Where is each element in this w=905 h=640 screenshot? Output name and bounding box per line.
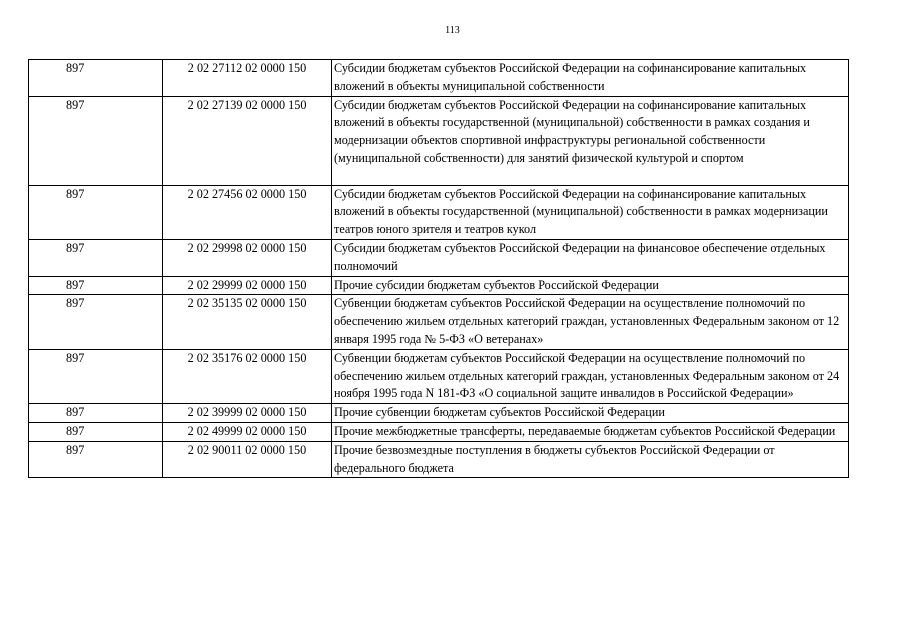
admin-code-cell: 897 [29, 239, 163, 276]
table-row [29, 185, 849, 239]
table-row [29, 276, 849, 295]
table-row [29, 404, 849, 423]
revenue-code-cell: 2 02 27456 02 0000 150 [163, 185, 332, 239]
table-row [29, 441, 849, 478]
admin-code-cell: 897 [29, 349, 163, 403]
revenue-name-cell: Субсидии бюджетам субъектов Российской Федерации на софинансирование капитальных вложений в объекты муниципальной собственности [332, 60, 849, 97]
revenue-name-cell: Субсидии бюджетам субъектов Российской Федерации на софинансирование капитальных вложений в объекты государственной (муниципальной) собственности в рамках создания и модернизации объектов спортивной инфраструктуры региональной собственности (муниципальной собственности) для занятий физической культурой и спортом [332, 96, 849, 185]
admin-code-cell: 897 [29, 441, 163, 478]
revenue-name-cell: Субсидии бюджетам субъектов Российской Федерации на софинансирование капитальных вложений в объекты государственной (муниципальной) собственности в рамках модернизации театров юного зрителя и театров кукол [332, 185, 849, 239]
table-row [29, 96, 849, 185]
revenue-name-cell: Прочие межбюджетные трансферты, передаваемые бюджетам субъектов Российской Федерации [332, 422, 849, 441]
admin-code-cell: 897 [29, 295, 163, 349]
table-row [29, 60, 849, 97]
admin-code-cell: 897 [29, 404, 163, 423]
revenue-code-cell: 2 02 35176 02 0000 150 [163, 349, 332, 403]
budget-revenue-table [28, 59, 849, 478]
revenue-name-cell: Субсидии бюджетам субъектов Российской Федерации на финансовое обеспечение отдельных полномочий [332, 239, 849, 276]
admin-code-cell: 897 [29, 96, 163, 185]
table-row [29, 422, 849, 441]
admin-code-cell: 897 [29, 276, 163, 295]
revenue-code-cell: 2 02 35135 02 0000 150 [163, 295, 332, 349]
revenue-name-cell: Субвенции бюджетам субъектов Российской Федерации на осуществление полномочий по обеспечению жильем отдельных категорий граждан, установленных Федеральным законом от 24 ноября 1995 года N 181-ФЗ «О социальной защите инвалидов в Российской Федерации» [332, 349, 849, 403]
revenue-code-cell: 2 02 90011 02 0000 150 [163, 441, 332, 478]
page-number: 113 [445, 25, 460, 36]
revenue-name-cell: Прочие безвозмездные поступления в бюджеты субъектов Российской Федерации от федерального бюджета [332, 441, 849, 478]
table-row [29, 239, 849, 276]
revenue-code-cell: 2 02 29998 02 0000 150 [163, 239, 332, 276]
revenue-code-cell: 2 02 27139 02 0000 150 [163, 96, 332, 185]
admin-code-cell: 897 [29, 422, 163, 441]
admin-code-cell: 897 [29, 185, 163, 239]
revenue-code-cell: 2 02 29999 02 0000 150 [163, 276, 332, 295]
table-row [29, 295, 849, 349]
revenue-name-cell: Прочие субсидии бюджетам субъектов Российской Федерации [332, 276, 849, 295]
revenue-name-cell: Субвенции бюджетам субъектов Российской Федерации на осуществление полномочий по обеспечению жильем отдельных категорий граждан, установленных Федеральным законом от 12 января 1995 года № 5-ФЗ «О ветеранах» [332, 295, 849, 349]
revenue-code-cell: 2 02 27112 02 0000 150 [163, 60, 332, 97]
table-row [29, 349, 849, 403]
revenue-name-cell: Прочие субвенции бюджетам субъектов Российской Федерации [332, 404, 849, 423]
revenue-code-cell: 2 02 49999 02 0000 150 [163, 422, 332, 441]
revenue-code-cell: 2 02 39999 02 0000 150 [163, 404, 332, 423]
admin-code-cell: 897 [29, 60, 163, 97]
